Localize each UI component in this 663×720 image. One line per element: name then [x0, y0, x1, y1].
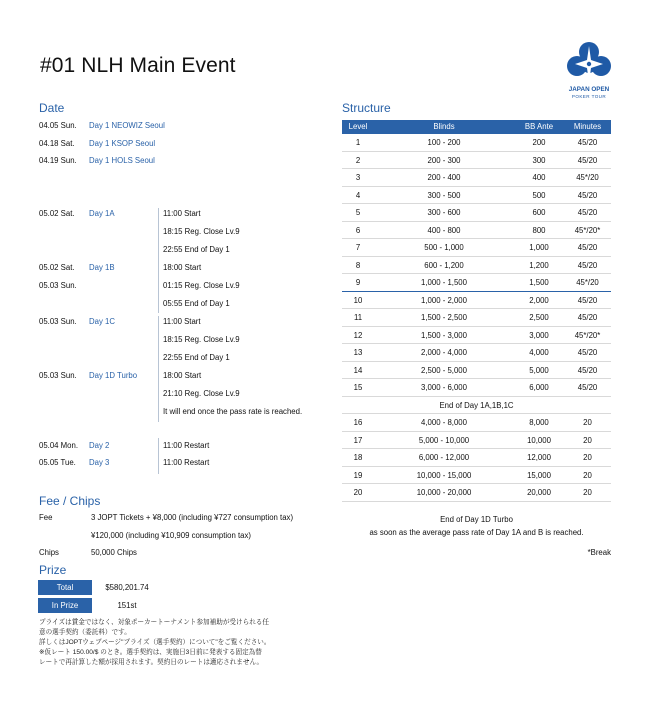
- schedule-row: [0, 437, 340, 454]
- structure-level: 6: [355, 225, 361, 235]
- schedule-date: 05.03 Sun.: [39, 317, 77, 326]
- schedule-day: Day 2: [89, 441, 110, 450]
- structure-level: 10: [353, 295, 363, 305]
- structure-minutes: 20: [583, 418, 592, 427]
- schedule-row: [0, 205, 340, 222]
- schedule-row: [0, 117, 340, 134]
- structure-row: [342, 414, 611, 432]
- end-note-text: as soon as the average pass rate of Day 1A and B is reached.: [369, 528, 584, 537]
- structure-blinds: 1,000 - 2,000: [421, 295, 467, 305]
- structure-minutes: 45*/20*: [574, 225, 601, 235]
- col-header-blinds: Blinds: [433, 122, 455, 131]
- structure-bb-ante: 200: [532, 138, 546, 147]
- structure-level: 16: [353, 418, 363, 427]
- structure-row: [342, 309, 611, 327]
- structure-blinds: 400 - 800: [427, 225, 461, 235]
- structure-bb-ante: 12,000: [527, 453, 551, 462]
- structure-level: 11: [353, 313, 363, 322]
- structure-break-row: [342, 397, 611, 415]
- fee-heading: Fee / Chips: [39, 494, 101, 508]
- schedule-day: Day 1 NEOWIZ Seoul: [89, 121, 165, 130]
- schedule-event: 18:00 Start: [163, 371, 202, 380]
- structure-bb-ante: 10,000: [527, 435, 551, 445]
- structure-level: 7: [355, 243, 361, 252]
- schedule-event: 11:00 Start: [163, 317, 201, 326]
- schedule-row: [0, 277, 340, 294]
- structure-level: 5: [355, 208, 361, 217]
- structure-row: [342, 204, 611, 222]
- schedule-date: 05.05 Tue.: [39, 458, 76, 467]
- structure-blinds: 10,000 - 20,000: [416, 488, 472, 497]
- structure-minutes: 20: [583, 435, 592, 445]
- structure-level: 13: [353, 348, 363, 357]
- structure-bb-ante: 20,000: [527, 488, 551, 497]
- structure-blinds: 600 - 1,200: [424, 260, 464, 270]
- schedule-event: 05:55 End of Day 1: [163, 299, 230, 308]
- structure-blinds: 200 - 300: [427, 155, 461, 165]
- col-header-bb-ante: BB Ante: [524, 122, 554, 131]
- structure-row: [342, 449, 611, 467]
- structure-bb-ante: 15,000: [527, 470, 551, 480]
- end-note-title: End of Day 1D Turbo: [440, 515, 513, 524]
- prize-row-total: [38, 580, 162, 596]
- structure-row: [342, 274, 611, 292]
- structure-level: 17: [353, 435, 363, 445]
- structure-blinds: 5,000 - 10,000: [418, 435, 470, 445]
- structure-level: 15: [353, 383, 363, 392]
- schedule-divider: [158, 438, 159, 474]
- prize-total-label: Total: [38, 580, 92, 595]
- structure-bb-ante: 1,200: [529, 260, 549, 270]
- structure-level: 8: [355, 260, 361, 270]
- logo-text-line1: JAPAN OPEN: [568, 86, 610, 93]
- jopt-logo: [564, 40, 614, 102]
- structure-row: [342, 467, 611, 485]
- structure-row: [342, 169, 611, 187]
- schedule-event: 11:00 Restart: [163, 441, 210, 450]
- structure-bb-ante: 800: [532, 225, 546, 235]
- structure-minutes: 45/20: [577, 155, 598, 165]
- structure-blinds: 2,500 - 5,000: [421, 365, 467, 375]
- structure-bb-ante: 1,500: [529, 278, 549, 287]
- structure-minutes: 20: [583, 488, 592, 497]
- structure-level: 4: [355, 190, 361, 200]
- structure-minutes: 45*/20*: [574, 330, 601, 340]
- structure-bb-ante: 500: [532, 190, 546, 200]
- prize-note-line: プライズは賞金ではなく、対象ポーカートーナメント参加補助が受けられる任: [39, 619, 269, 626]
- structure-blinds: 300 - 600: [427, 208, 461, 217]
- structure-bb-ante: 5,000: [529, 365, 549, 375]
- schedule-day: Day 1D Turbo: [89, 371, 138, 380]
- fee-label: Fee: [39, 513, 53, 522]
- schedule-event: 11:00 Restart: [163, 458, 210, 467]
- prize-total-value: $580,201.74: [105, 583, 149, 592]
- schedule-date: 05.02 Sat.: [39, 209, 75, 218]
- structure-bb-ante: 4,000: [529, 348, 549, 357]
- schedule-row: [0, 385, 340, 402]
- schedule-event: It will end once the pass rate is reached.: [163, 407, 303, 416]
- prize-note-line: ※仮レート 150.00/$ のとき。選手契約は、実施日3日前に発表する固定為替: [39, 649, 262, 656]
- structure-row: [342, 152, 611, 170]
- structure-minutes: 45*/20: [576, 278, 599, 287]
- schedule-date: 05.03 Sun.: [39, 371, 77, 380]
- structure-body: [342, 134, 611, 502]
- structure-blinds: 10,000 - 15,000: [416, 470, 472, 480]
- schedule-event: 18:00 Start: [163, 263, 202, 272]
- prize-table: [38, 580, 162, 614]
- fee-line-1: 3 JOPT Tickets + ¥8,000 (including ¥727 consumption tax): [91, 513, 294, 522]
- schedule-date: 05.04 Mon.: [39, 441, 79, 450]
- structure-minutes: 20: [583, 470, 592, 480]
- structure-minutes: 45/20: [577, 295, 598, 305]
- schedule-event: 22:55 End of Day 1: [163, 353, 230, 362]
- structure-row: [342, 239, 611, 257]
- structure-blinds: 3,000 - 6,000: [421, 383, 467, 392]
- schedule-date: 05.02 Sat.: [39, 263, 75, 272]
- structure-row: [342, 379, 611, 397]
- prize-in-prize-label: In Prize: [38, 598, 92, 613]
- schedule-day: Day 1C: [89, 317, 115, 326]
- schedule-row: [0, 349, 340, 366]
- structure-minutes: 45/20: [577, 313, 598, 322]
- structure-header-row: [342, 120, 611, 134]
- prize-note-line: 詳しくはJOPTウェブページ"プライズ（選手契約）について"をご覧ください。: [39, 639, 271, 646]
- col-header-level: Level: [348, 122, 368, 131]
- structure-bb-ante: 6,000: [529, 383, 549, 392]
- schedule-day: Day 1 HOLS Seoul: [89, 156, 155, 165]
- structure-minutes: 45*/20: [576, 173, 599, 182]
- structure-level: 12: [353, 330, 363, 340]
- structure-minutes: 45/20: [577, 260, 598, 270]
- structure-blinds: 100 - 200: [427, 138, 461, 147]
- structure-level: 9: [355, 278, 361, 287]
- structure-row: [342, 327, 611, 345]
- date-heading: Date: [39, 101, 65, 115]
- structure-minutes: 45/20: [577, 208, 598, 217]
- structure-level: 20: [353, 488, 363, 497]
- prize-note-line: 意の選手契約（委託料）です。: [39, 629, 131, 636]
- schedule-event: 18:15 Reg. Close Lv.9: [163, 227, 240, 236]
- structure-blinds: 500 - 1,000: [424, 243, 464, 252]
- schedule-row: [0, 135, 340, 152]
- structure-blinds: 200 - 400: [427, 173, 461, 182]
- schedule-day: Day 1A: [89, 209, 115, 218]
- prize-notes: [39, 618, 270, 668]
- schedule-row: [0, 331, 340, 348]
- structure-minutes: 45/20: [577, 138, 598, 147]
- structure-row: [342, 432, 611, 450]
- structure-level: 1: [355, 138, 361, 147]
- structure-row: [342, 484, 611, 502]
- clover-logo-icon: [564, 40, 614, 86]
- structure-row: [342, 222, 611, 240]
- schedule-row: [0, 152, 340, 169]
- schedule-event: 22:55 End of Day 1: [163, 245, 230, 254]
- schedule-row: [0, 223, 340, 240]
- structure-row: [342, 134, 611, 152]
- schedule-date: 04.18 Sat.: [39, 139, 75, 148]
- schedule-row: [0, 403, 340, 420]
- schedule-date: 05.03 Sun.: [39, 281, 77, 290]
- prize-heading: Prize: [39, 563, 67, 577]
- schedule-date: 04.05 Sun.: [39, 121, 77, 130]
- chips-value: 50,000 Chips: [91, 548, 137, 557]
- schedule-row: [0, 241, 340, 258]
- prize-row-in-prize: [38, 598, 162, 614]
- schedule-date: 04.19 Sun.: [39, 156, 77, 165]
- structure-minutes: 45/20: [577, 190, 598, 200]
- schedule-event: 18:15 Reg. Close Lv.9: [163, 335, 240, 344]
- structure-level: 3: [355, 173, 361, 182]
- schedule-row: [0, 259, 340, 276]
- logo-text-line2: POKER TOUR: [571, 94, 607, 99]
- structure-row: [342, 292, 611, 310]
- schedule-row: [0, 313, 340, 330]
- structure-bb-ante: 2,500: [529, 313, 549, 322]
- schedule-divider: [158, 316, 159, 422]
- structure-level: 2: [355, 155, 361, 165]
- structure-blinds: 4,000 - 8,000: [421, 418, 467, 427]
- structure-bb-ante: 300: [532, 155, 546, 165]
- prize-in-prize-value: 151st: [117, 601, 137, 610]
- schedule-day: Day 1B: [89, 263, 115, 272]
- structure-row: [342, 362, 611, 380]
- structure-bb-ante: 3,000: [529, 330, 549, 340]
- schedule-event: 01:15 Reg. Close Lv.9: [163, 281, 240, 290]
- structure-minutes: 45/20: [577, 348, 598, 357]
- schedule-day: Day 1 KSOP Seoul: [89, 139, 156, 148]
- structure-table: [342, 120, 611, 502]
- structure-blinds: 300 - 500: [427, 190, 461, 200]
- structure-minutes: 45/20: [577, 243, 598, 252]
- structure-bb-ante: 2,000: [529, 295, 549, 305]
- fee-line-2: ¥120,000 (including ¥10,909 consumption tax): [91, 531, 251, 540]
- structure-blinds: 2,000 - 4,000: [421, 348, 467, 357]
- schedule-event: 21:10 Reg. Close Lv.9: [163, 389, 240, 398]
- schedule-event: 11:00 Start: [163, 209, 201, 218]
- schedule-row: [0, 295, 340, 312]
- structure-minutes: 45/20: [577, 383, 598, 392]
- structure-heading: Structure: [342, 101, 391, 115]
- break-note: *Break: [587, 548, 611, 557]
- structure-minutes: 45/20: [577, 365, 598, 375]
- chips-label: Chips: [39, 548, 59, 557]
- structure-bb-ante: 8,000: [529, 418, 549, 427]
- structure-bb-ante: 1,000: [529, 243, 549, 252]
- schedule-day: Day 3: [89, 458, 110, 467]
- structure-row: [342, 187, 611, 205]
- structure-row: [342, 257, 611, 275]
- col-header-minutes: Minutes: [573, 122, 602, 131]
- structure-blinds: 1,500 - 3,000: [421, 330, 467, 340]
- structure-bb-ante: 600: [532, 208, 546, 217]
- structure-level: 18: [353, 453, 363, 462]
- structure-minutes: 20: [583, 453, 592, 462]
- schedule-divider: [158, 208, 159, 313]
- structure-level: 19: [353, 470, 363, 480]
- structure-blinds: 6,000 - 12,000: [418, 453, 470, 462]
- structure-row: [342, 344, 611, 362]
- structure-blinds: 1,000 - 1,500: [421, 278, 467, 287]
- structure-break-text: End of Day 1A,1B,1C: [439, 400, 514, 410]
- prize-note-line: レートで再計算した額が採用されます。契約日のレートは適応されません。: [39, 659, 264, 666]
- structure-level: 14: [353, 365, 363, 375]
- page-title: #01 NLH Main Event: [40, 54, 236, 77]
- structure-bb-ante: 400: [532, 173, 546, 182]
- structure-blinds: 1,500 - 2,500: [421, 313, 467, 322]
- schedule-row: [0, 367, 340, 384]
- schedule-row: [0, 454, 340, 471]
